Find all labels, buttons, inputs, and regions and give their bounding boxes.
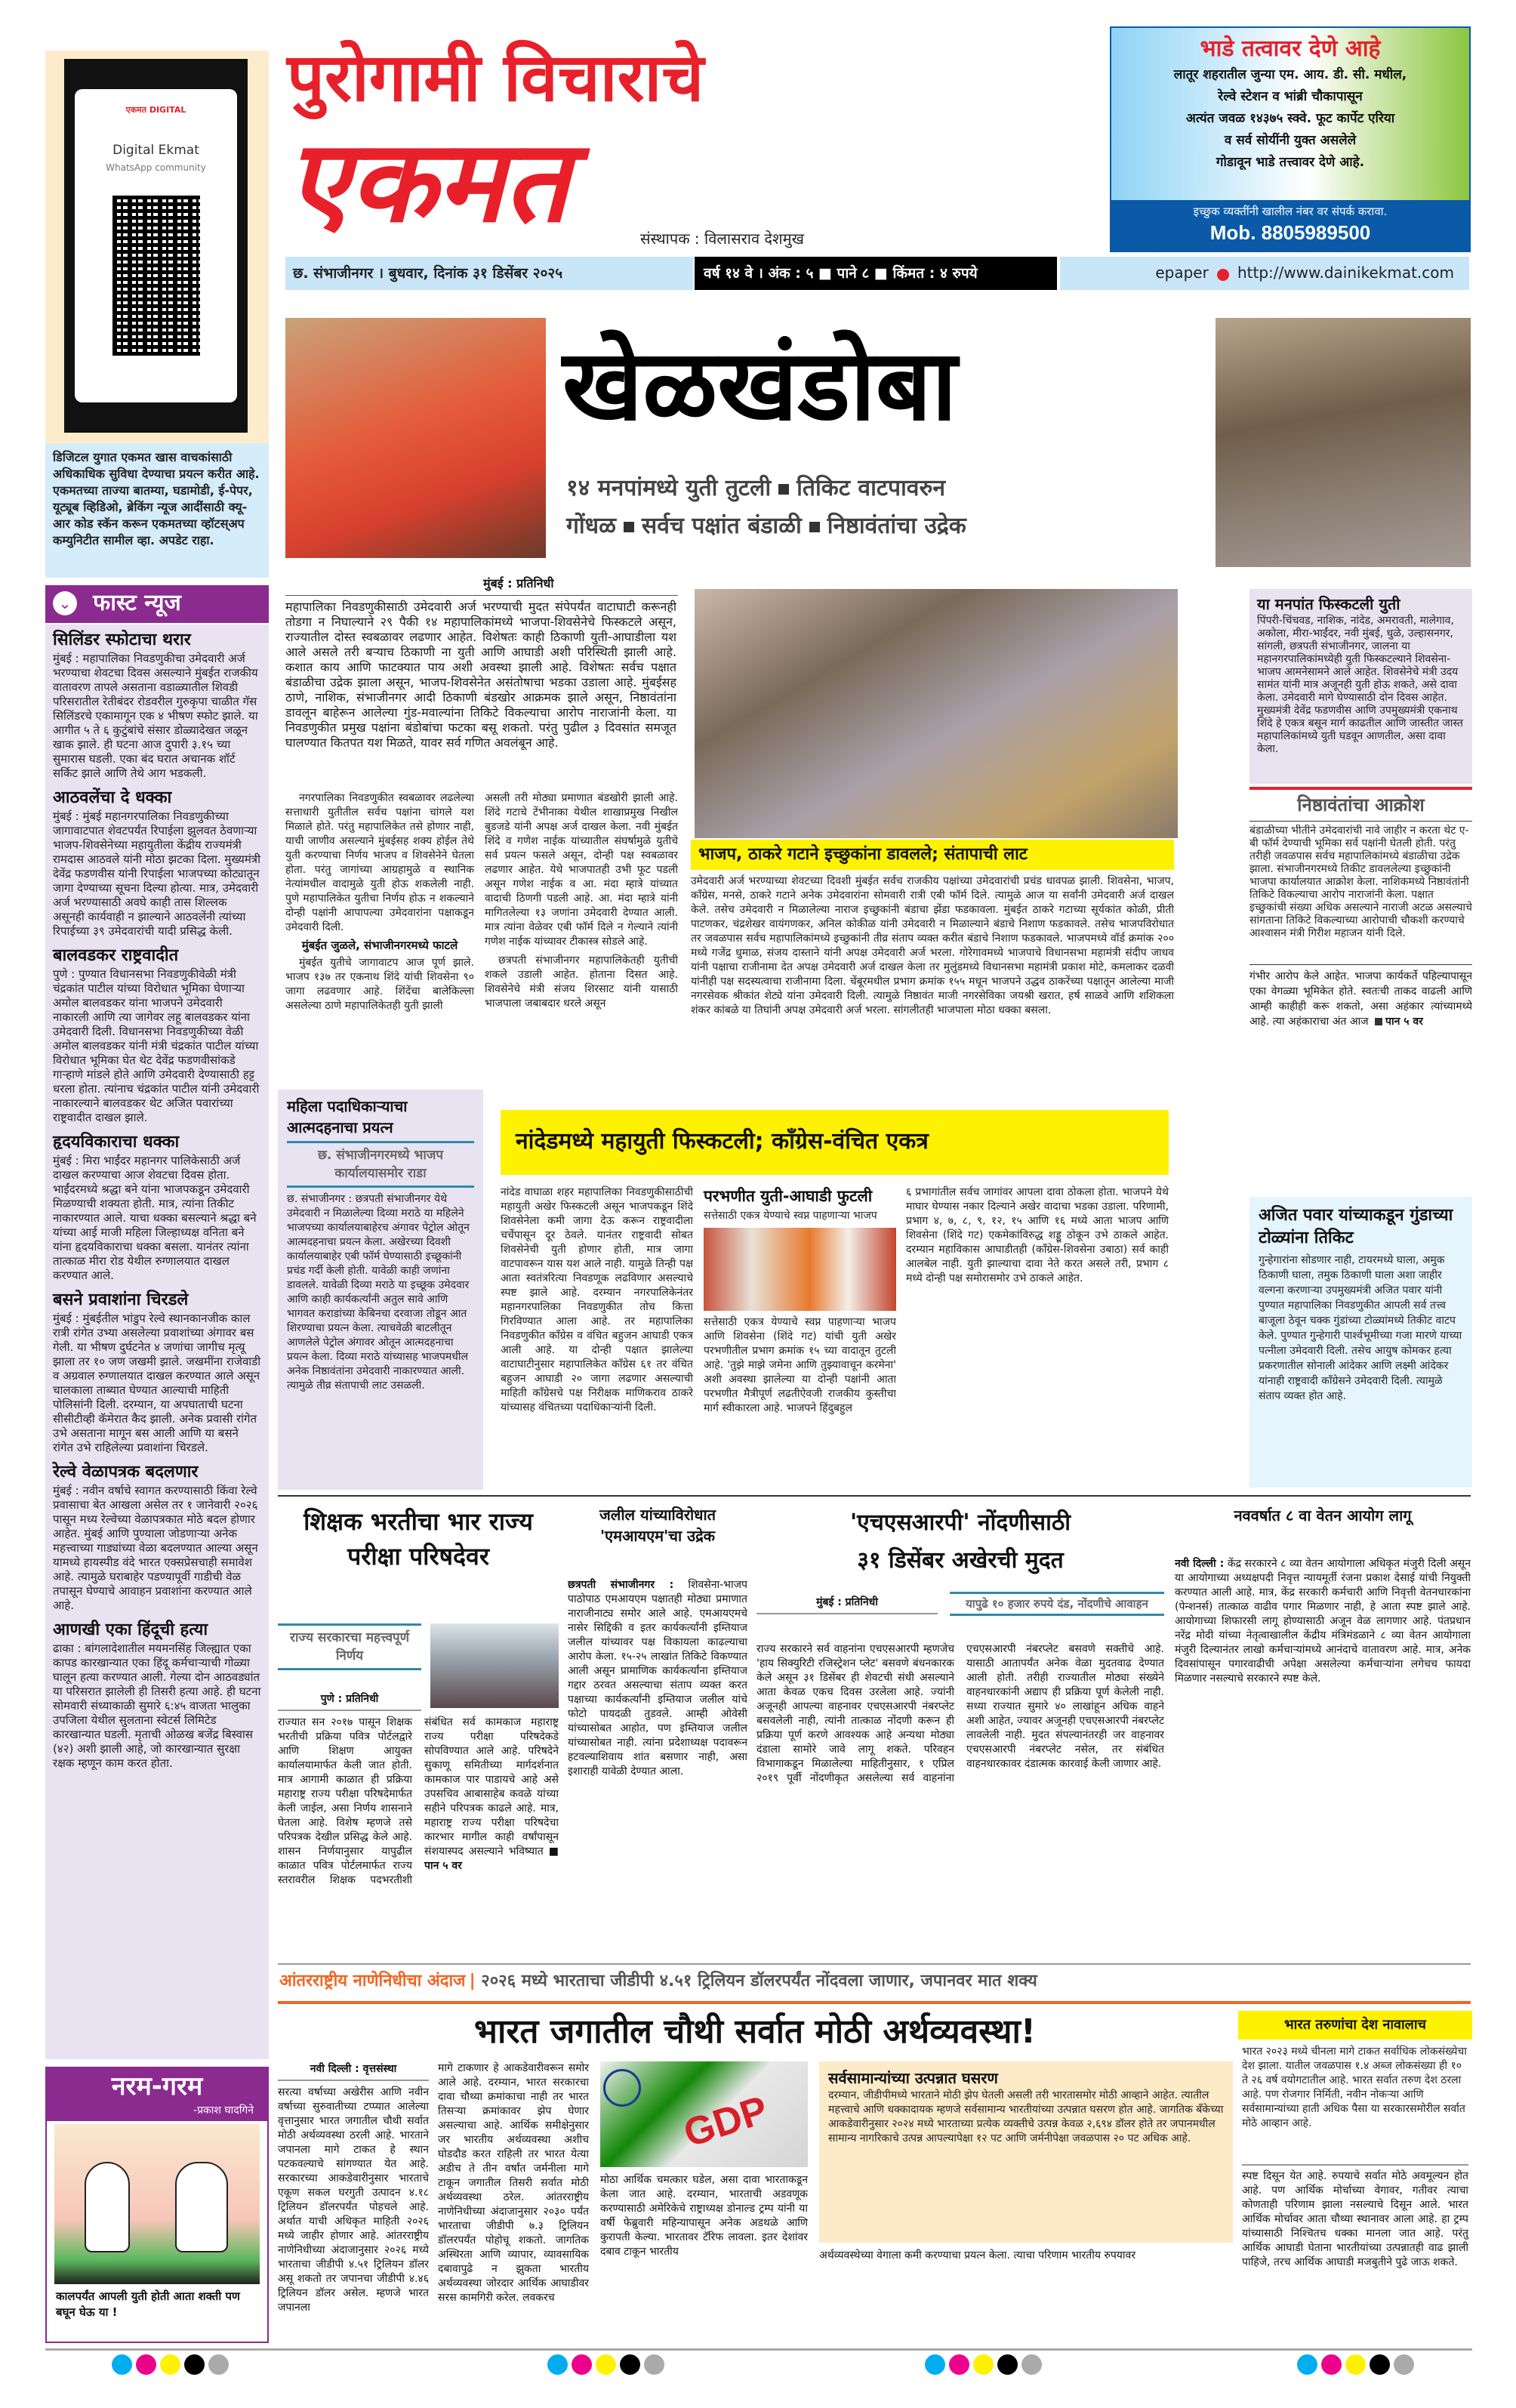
registration-marks (925, 2354, 1046, 2378)
epaper-label: epaper (1155, 264, 1209, 282)
registration-marks (547, 2354, 668, 2378)
jaleel-body: छत्रपती संभाजीनगर : शिवसेना-भाजप पाठोपाठ एमआयएम पक्षातही मोठ्या प्रमाणात नाराजीनाट्य समोर आले आहे. एमआयएमचे नासेर सिद्दिकी व इतर कार्यकर्त्यांनी इम्तियाज जलील यांच्यावर पक्ष विकायला काढल्याचा आरोप केला. १५-२५ लाखांत तिकिटे विकण्यात आली असून प्रामाणिक कार्यकर्त्यांना इम्तियाज गद्दार ठरवत असल्याचा संताप व्यक्त करत पक्षाच्या कार्यकर्त्यांनी इम्तियाज जलील यांचे फोटो पायदळी तुडवले. आम्ही ओवेसी यांच्यासोबत आहोत, पण इम्तियाज जलील यांच्यासोबत नाही. त्यांना प्रदेशाध्यक्ष पदावरून हटवल्याशिवाय शांत बसणार नाही, असा इशाराही यावेळी देण्यात आला. (568, 1579, 747, 1777)
swords-illustration-icon (85, 2162, 130, 2252)
youth-title-box: भारत तरुणांचा देश नावालाच (1238, 2011, 1472, 2040)
registration-dot (1297, 2354, 1317, 2375)
mahila-box: महिला पदाधिकाऱ्याचा आत्मदहनाचा प्रयत्न छ. संभाजीनगरमध्ये भाजप कार्यालयासमोर राडा छ. संभाजीनगर : छत्रपती संभाजीनगर येथे उमेदवारी न मिळालेल्या दिव्या मराठे या महिलेने भाजपच्या कार्यालयाबाहेरच अंगावर पेट्रोल ओतून आत्मदहनाचा प्रयत्न केला. अखेरच्या दिवशी कार्यालयाबाहेर एबी फॉर्म घेण्यासाठी इच्छूकांनी प्रचंड गर्दी केली होती. यावेळी काही जणांना डावलले. यावेळी दिव्या मराठे या इच्छूक उमेदवार आणि काही कार्यकर्त्यांनी अतुल सावे आणि भागवत कराडांच्या केबिनचा दरवाजा तोडून आत शिरण्याचा प्रयत्न केला. त्याचवेळी बाटलीतून आणलेले पेट्रोल अंगावर ओतून आत्मदहनाचा प्रयत्न केला. दिव्या मराठे यांच्यासह भाजपमधील अनेक निष्ठावंतांना उमेदवारी नाकारण्यात आली. त्यामुळे तीव्र संतापाची लाट उसळली. (278, 1090, 483, 1490)
qr-card (64, 59, 248, 433)
divider (285, 595, 678, 596)
gdp-image[interactable] (600, 2061, 808, 2167)
cartoon-caption: कालपर्यंत आपली युती होती आता शक्ती पण बघून घेऊ या ! (56, 2289, 240, 2319)
economy-col: सरत्या वर्षाच्या अखेरीस आणि नवीन वर्षाच्या सुरुवातीच्या टप्प्यात आलेल्या वृत्तानुसार भारत जगातील चौथी सर्वात मोठी अर्थव्यवस्था ठरली आहे. भारताने जपानला मागे टाकत हे स्थान पटकवल्याचे सांगण्यात येत आहे. सरकारच्या आकडेवारीनुसार भारताचे एकूण सकल घरगुती उत्पादन ४.१८ ट्रिलियन डॉलरपर्यंत पोहचले आहे. अर्थात याची अधिकृत माहिती २०२६ मध्ये जाहीर होणार आहे. आंतरराष्ट्रीय नाणेनिधीच्या अंदाजानुसार २०२६ मध्ये भारताचा जीडीपी ४.५१ ट्रिलियन डॉलर असू शकतो तर जपानचा जीडीपी ४.४६ ट्रिलियन डॉलर असेल. म्हणजे भारत जपानला (278, 2086, 429, 2314)
cursor-icon (1217, 269, 1229, 281)
registration-dot (644, 2354, 664, 2375)
divider (1242, 2164, 1468, 2166)
india-flag-chakra-icon (603, 2069, 641, 2107)
income-decline-box: सर्वसामान्यांच्या उत्पन्नात घसरण दरम्यान, जीडीपीमध्ये भारताने मोठी झेप घेतली असली तरी भारतासमोर मोठी आव्हाने आहेत. त्यातील महत्त्वाचे आणि धक्कादायक म्हणजे सर्वसामान्य भारतीयांच्या उत्पन्नात घसरण होत आहे. जागतिक बँकेच्या आकडेवारीनुसार २०२४ मध्ये भारताच्या प्रत्येक व्यक्तीचे उत्पन्न केवळ २,६९४ डॉलर होते तर जपानमधील सामान्य नागरिकाचे उत्पन्न आपल्यापेक्षा १२ पट आणि जर्मनीपेक्षा जवळपास २० पट अधिक आहे. (819, 2061, 1233, 2243)
chevron-down-icon: ⌄ (53, 591, 77, 615)
section-divider (278, 1495, 1471, 1497)
economy-col: स्पष्ट दिसून येत आहे. रुपयाचे सर्वात मोठे अवमूल्यन होत आहे. पण आर्थिक मोर्चाच्या वेगावर, गतीवर त्याचा कोणताही परिणाम झाला नसल्याचे दिसून आले. भारत आर्थिक मोर्चावर आता चौथ्या स्थानावर आला आहे. हा ट्रम्प यांच्यासाठी निश्चितच धक्का मानला जात आहे. परंतु आर्थिक आघाडी घेताना भारतीयांच्या उत्पन्नातही वाढ झाली पाहिजे, तरच आर्थिक आघाडी मजबुतीने पुढे जाऊ शकते. (1242, 2170, 1468, 2268)
swords-illustration-icon (175, 2162, 228, 2252)
ajit-pawar-box: अजित पवार यांच्याकडून गुंडाच्या टोळ्यांना तिकिट गुन्हेगारांना सोडणार नाही, टायरमध्ये घाला, अमुक ठिकाणी घाला, तमुक ठिकाणी घाला अशा जाहीर वल्गना करणाऱ्या उपमुख्यमंत्री अजित पवार यांनी पुण्यात महापालिका निवडणुकीत आपली सर्व तत्त्व बाजूला ठेवून चक्क गुंडांच्या टोळ्यांमध्ये तिकीट वाटप केले. पुण्यात गुन्हेगारी पार्श्वभूमीच्या गजा मारणे याच्या पत्नीला उमेदवारी दिली. तसेच आयुष कोमकर हत्या प्रकरणातील सोनाली आंदेकर आणि लक्ष्मी आंदेकर यांनाही राष्ट्रवादी काँग्रेसने उमेदवारी दिली. त्यामुळे संताप व्यक्त होत आहे. (1249, 1197, 1472, 1488)
registration-dot (1021, 2354, 1042, 2375)
square-bullet-icon (1375, 1018, 1382, 1025)
nanded-banner: नांदेडमध्ये महायुती फिस्कटली; काँग्रेस-वंचित एकत्र (501, 1110, 1169, 1175)
ad-line: लातूर शहरातील जुन्या एम. आय. डी. सी. मधील, (1173, 67, 1407, 82)
lead-intro: महापालिका निवडणुकीसाठी उमेदवारी अर्ज भरण्याची मुदत संपेपर्यंत वाटाघाटी करूनही तोडगा न निघाल्याने २९ पैकी १४ महापालिकांमध्ये भाजपा-शिवसेनेचे फिस्कटले असून, राज्यातील दोस्त स्वबळावर लढणार आहेत. विशेषतः काही ठिकाणी युती-आघाडीला यश आले असले तरी बऱ्याच ठिकाणी ना युती आणि आघाडी अशी परिस्थिती झाली आहे. कशात काय आणि फाटक्यात पाय अशी अवस्था झाली आहे. विशेषतः सर्वच पक्षात बंडाळीचा उद्रेक झाला असून, भाजप-शिवसेनेत असंतोषाचा भडका उडाला आहे. मुंबईसह ठाणे, नाशिक, संभाजीनगर आदी ठिकाणी बंडखोर आक्रमक झाले असून, निष्ठावंतांना डावलून बाहेरून आलेल्या गुंड-मवाल्यांना तिकिटे विकल्याचा आरोप नाराजांनी केला. या निवडणुकीत प्रमुख पक्षांना बंडोबांचा फटका बसू शकतो. परंतु पुढील ३ दिवसांत समजूत घालण्यात कितपत यश मिळते, यावर सर्व गणित अवलंबून आहे. (285, 600, 676, 750)
youth-body: भारत २०२३ मध्ये चीनला मागे टाकत सर्वाधिक लोकसंख्येचा देश झाला. यातील जवळपास १.४ अब्ज लोकसंख्या ही १० ते २६ वर्ष वयोगटातील आहे. भारत सर्वात तरुण देश ठरला आहे. पण रोजगार निर्मिती, नवीन नोकऱ्या आणि सर्वसामान्यांच्या हाती अधिक पैसा या सरकारसमोरील सर्वात मोठे आव्हान आहे. (1242, 2046, 1467, 2129)
ajit-pawar-title: अजित पवार यांच्याकडून गुंडाच्या टोळ्यांना तिकिट (1259, 1206, 1453, 1247)
lead-headline: खेळखंडोबा (562, 328, 957, 442)
lead-photo-crowd[interactable] (1216, 318, 1471, 567)
registration-dot (572, 2354, 592, 2375)
divider (1249, 821, 1472, 822)
ad-contact-note: इच्छुक व्यक्तींनी खालील नंबर वर संपर्क करावा. (1193, 205, 1388, 218)
masthead-logo: एकमत (287, 115, 569, 248)
fast-news-item[interactable]: आणखी एका हिंदूची हत्या ढाका : बांगलादेशातील मयमनसिंह जिल्ह्यात एका कापड कारखान्यात एका हिंदू कर्मचाऱ्याची गोळ्या घालून हत्या करण्यात आली. गेल्या दोन आठवड्यांत या परिसरात झालेली ही तिसरी हत्या आहे. ही घटना सोमवारी संध्याकाळी सुमारे ६:४५ वाजता भालुका उपजिला येथील सुलताना स्वेटर्स लिमिटेड कारखान्यात घडली. मृताची ओळख बजेंद्र बिस्वास (४२) अशी झाली आहे, जो कारखान्यात सुरक्षा रक्षक म्हणून काम करत होता. (53, 1620, 261, 1770)
hsrp-subhead: यापुढे १० हजार रुपये दंड, नोंदणीचे आवाहन (950, 1592, 1164, 1616)
registration-marks (112, 2354, 233, 2378)
ad-line: व सर्व सोयींनी युक्त असलेले (1224, 133, 1357, 148)
parbhani-body: सत्तेसाठी एकत्र येण्याचे स्वप्न पाहणाऱ्या भाजप आणि शिवसेना (शिंदे गट) यांची युती अखेर परभणीतील प्रभाग क्रमांक १५ च्या वादातून तुटली आहे. 'तुझे माझे जमेना आणि तुझ्यावाचून करमेना' अशी अवस्था झालेल्या या दोन्ही पक्षांनी आता परभणीत मैत्रीपूर्ण लढतीऐवजी राजकीय कुस्तीचा मार्ग स्वीकारला आहे. भाजपने हिंदुबहुल (704, 1316, 896, 1414)
lead-column: असली तरी मोठ्या प्रमाणात बंडखोरी झाली आहे. शिंदे गटाचे टेंभीनाका येथील शाखाप्रमुख निखील बुडजडे यांनी अपक्ष अर्ज दाखल केला. नवी मुंबईत शिंदे व गणेश नाईक यांच्यातील संघर्षामुळे युतीचे सर्व प्रयत्न फसले असून, दोन्ही पक्ष स्वबळावर लढणार आहेत. येथे भाजपातही उभी फूट पडली असून गणेश नाईक व आ. मंदा म्हात्रे यांच्यात वादाची ठिणगी पडली आहे. आ. मंदा म्हात्रे यांनी मागितलेल्या १३ जणांना उमेदवारी देण्यात आली. मात्र त्यांना वेळेवर एबी फॉर्म दिले न गेल्याने त्यांनी गणेश नाईक यांच्यावर टीकास्त्र सोडले आहे. छत्रपती संभाजीनगर महापालिकेतही युतीची शकले उडाली आहेत. होताना दिसत आहे. शिवसेनेचे मंत्री संजय शिरसाट यांनी यासाठी भाजपाला जबाबदार धरले असून (485, 792, 678, 1010)
red-divider (1249, 787, 1472, 790)
fiskatli-box: या मनपांत फिस्कटली युती पिंपरी-चिंचवड, नाशिक, नांदेड, अमरावती, मालेगाव, अकोला, मीरा-भाईंदर, नवी मुंबई, धुळे, उल्हासनगर, सांगली, छत्रपती संभाजीनगर, जालना या महानगरपालिकांमध्येही युती फिस्कटल्याने शिवसेना-भाजप आमनेसामने आले आहेत. शिवसेनेचे मंत्री उदय सामंत यांनी मात्र अजूनही युती होऊ शकते, असे दावा केला. उमेदवारी मागे घेण्यासाठी दोन दिवस आहेत. मुख्यमंत्री देवेंद्र फडणवीस आणि उपमुख्यमंत्री एकनाथ शिंदे हे एकत्र बसून मार्ग काढतील आणि जास्तीत जास्त महापालिकांमध्ये युती घडवून आणतील, असा दावा केला. (1249, 589, 1472, 784)
registration-dot (112, 2354, 132, 2375)
registration-dot (1345, 2354, 1366, 2375)
aakrosh-body: बंडाळीच्या भीतीने उमेदवारांची नावे जाहीर न करता थेट ए-बी फॉर्म देण्याची भूमिका सर्व पक्षांनी घेतली होती. परंतु तरीही जवळपास सर्वच महापालिकांमध्ये बंडाळीचा उद्रेक झाला. संभाजीनगरमध्ये तिकीट डावललेल्या इच्छुकांनी भाजपा कार्यालयात आक्रोश केला. नाशिकमध्ये निष्ठावंतांनी तिकिटे विकल्याचा आरोप नाराजांनी केला. पक्षात इच्छुकांची संख्या अधिक असल्याने नाराजी अटळ असल्याचे सांगताना तिकिटे विकल्याच्या आरोपाची चौकशी करण्याचे आश्वासन मंत्री गिरीश महाजन यांनी दिले. (1249, 825, 1472, 939)
masthead-tagline: पुरोगामी विचाराचे (287, 38, 704, 116)
square-bullet-icon (809, 522, 820, 532)
registration-marks (1297, 2354, 1418, 2378)
fast-news-item[interactable]: बालवडकर राष्ट्रवादीत पुणे : पुण्यात विधानसभा निवडणुकीवेळी मंत्री चंद्रकांत पाटील यांच्या विरोधात भूमिका घेणाऱ्या अमोल बालवडकर यांना भाजपने उमेदवारी नाकारली आणि त्या जागेवर लहू बालवडकर यांना उमेदवारी दिली. विधानसभा निवडणुकीच्या वेळी अमोल बालवडकर यांनी मंत्री चंद्रकांत पाटील यांच्या विरोधात भूमिका घेत थेट देवेंद्र फडणवीसांकडे गाऱ्हाणे मांडले होते आणि उमेदवारी देण्यासाठी हट्ट धरला होता. त्यांनाच चंद्रकांत पाटील यांनी उमेदवारी नाकारल्याने बालवडकर थेट अजित पवारांच्या राष्ट्रवादीत दाखल झाले. (53, 946, 260, 1124)
economy-col: अर्थव्यवस्थेच्या वेगाला कमी करण्याचा प्रयत्न केला. त्याचा परिणाम भारतीय रुपयावर (819, 2249, 1136, 2262)
fast-news-item[interactable]: सिलिंडर स्फोटाचा थरार मुंबई : महापालिका निवडणुकीचा उमेदवारी अर्ज भरण्याचा शेवटचा दिवस असल्याने मुंबईत राजकीय वातावरण तापले असताना वडाळ्यातील शिवडी परिसरातील रेतीबंदर रोडवरील गुरुकृपा चाळीत गॅस सिलिंडरचे एकामागून एक ४ भीषण स्फोट झाले. या आगीत ५ ते ६ कुटुंबांचे संसार डोळ्यादेखत जळून खाक झाले. ही घटना आज दुपारी ३.१५ च्या सुमारास घडली. एका बंद घरात अचानक शॉर्ट सर्किट झाले आणि तेथे आग भडकली. (53, 631, 258, 780)
fast-news-list (45, 624, 269, 2059)
cartoon-image[interactable] (54, 2124, 260, 2284)
jump-link[interactable]: पान ५ वर (1372, 1016, 1423, 1028)
parbhani-press-photo[interactable] (704, 1228, 896, 1311)
registration-dot (949, 2354, 969, 2375)
registration-dot (1394, 2354, 1414, 2375)
dateline: छ. संभाजीनगर । बुधवार, दिनांक ३१ डिसेंबर २०२५ (293, 265, 563, 282)
orange-rule (278, 2001, 1471, 2004)
registration-dot (547, 2354, 568, 2375)
ad-line: रेल्वे स्टेशन व भांब्री चौकापासून (1218, 89, 1363, 104)
registration-dot (160, 2354, 180, 2375)
hsrp-headline: 'एचएसआरपी' नोंदणीसाठी ३१ डिसेंबर अखेरची मुदत (849, 1509, 1071, 1574)
fast-news-item[interactable]: आठवलेंचा दे धक्का मुंबई : मुंबई महानगरपालिका निवडणुकीच्या जागावाटपात शेवटपर्यंत रिपाईला झुलवत ठेवणाऱ्या भाजप-शिवसेनेच्या महायुतीला केंद्रीय राज्यमंत्री रामदास आठवले यांनी मोठा झटका दिला. मुख्यमंत्री देवेंद्र फडणवीस यांनी रिपाईला भाजपच्या कोट्यातून जागा देण्याच्या सूचना दिल्या होत्या. मात्र, उमेदवारी अर्ज भरण्यासाठी अवघे काही तास शिल्लक असूनही कार्यवाही न झाल्याने आठवलेंनी त्यांच्या रिपाईच्या ३९ उमेदवारांची यादी प्रसिद्ध केली. (53, 788, 260, 938)
aakrosh-title: निष्ठावंतांचा आक्रोश (1297, 794, 1425, 816)
income-decline-title: सर्वसामान्यांच्या उत्पन्नात घसरण (828, 2069, 998, 2087)
fiskatli-title: या मनपांत फिस्कटली युती (1257, 595, 1400, 613)
registration-dot (184, 2354, 205, 2375)
page-bottom-rule (45, 2348, 1472, 2351)
lead-column-subhead: मुंबईत जुळले, संभाजीनगरमध्ये फाटले (301, 939, 458, 952)
parbhani-kicker: सत्तेसाठी एकत्र येण्याचे स्वप्न पाहणाऱ्या भाजप (704, 1210, 877, 1222)
mahila-title: महिला पदाधिकाऱ्याचा आत्मदहनाचा प्रयत्न (287, 1096, 474, 1143)
imf-strip: आंतरराष्ट्रीय नाणेनिधीचा अंदाज | २०२६ मध्ये भारताचा जीडीपी ४.५१ ट्रिलियन डॉलरपर्यंत नोंदवला जाणार, जपानवर मात शक्य (279, 1972, 1037, 1990)
square-bullet-icon (778, 484, 789, 495)
cartoon-header: नरम-गरम (111, 2071, 203, 2101)
vetan-body: नवी दिल्ली : केंद्र सरकारने ८ व्या वेतन आयोगाला अधिकृत मंजुरी दिली असून या आयोगाच्या अध्यक्षपदी निवृत्त न्यायमूर्ती रंजना प्रकाश देसाई यांची नियुक्ती करण्यात आली आहे. मात्र, केंद्र सरकारी कर्मचारी आणि निवृत्ती वेतनधारकांना (पेन्शनर्स) तात्काळ वाढीव पगार मिळणार नाही, हे आता स्पष्ट झाले आहे. आयोगाच्या शिफारसी लागू होण्यासाठी अजून वेळ लागणार आहे. पंतप्रधान नरेंद्र मोदी यांच्या नेतृत्वाखालील केंद्रीय मंत्रिमंडळाने ८ व्या वेतन आयोगाला मंजुरी दिल्यानंतर लाखो कर्मचाऱ्यांमध्ये आनंदाचे वातावरण आहे. मात्र, अनेक दिवसांपासून पगारवाढीची अपेक्षा असलेल्या कर्मचाऱ्यांना लगेचच फायदा मिळणार नसल्याचे सरकारने स्पष्ट केले. (1175, 1558, 1471, 1685)
ad-line: गोडावून भाडे तत्त्वावर देणे आहे. (1216, 155, 1365, 170)
ad-line: अत्यंत जवळ १४३७५ स्क्वे. फूट कार्पेट एरिया (1185, 111, 1395, 126)
economy-col: मागे टाकणार हे आकडेवारीवरून समोर आले आहे. दरम्यान, भारत सरकारचा दावा चौथ्या क्रमांकाचा नाही तर भारत तिसऱ्या क्रमांकावर झेप घेणार असल्याचा आहे. आर्थिक समीक्षेनुसार जर भारतीय अर्थव्यवस्था अशीच घोडदौड करत राहिली तर भारत येत्या अडीच ते तीन वर्षांत जर्मनीला मागे टाकून जगातील तिसरी सर्वात मोठी अर्थव्यवस्था ठरेल. आंतरराष्ट्रीय नाणेनिधीच्या अंदाजानुसार २०३० पर्यंत भारताचा जीडीपी ७.३ ट्रिलियन डॉलरपर्यंत पोहोचू शकतो. जागतिक अस्थिरता आणि व्यापार, व्यावसायिक दबावापुढे न झुकता भारतीय अर्थव्यवस्था जोरदार आर्थिक आघाडीवर सरस कामगिरी करेल. लवकरच (438, 2062, 589, 2304)
rental-ad (1110, 26, 1471, 252)
shikshak-subhead: राज्य सरकारचा महत्त्वपूर्ण निर्णय (278, 1623, 421, 1670)
parbhani-body-2: ६ प्रभागांतील सर्वच जागांवर आपला दावा ठोकला होता. भाजपने येथे माघार घेण्यास नकार दिल्याने अखेर वादाचा भडका उडाला. परिणामी, प्रभाग ४, ७, ८, ९, १२, १५ आणि १६ मध्ये आता भाजप आणि शिवसेना (शिंदे गट) एकमेकांविरुद्ध शड्डू ठोकून उभे ठाकले आहेत. दरम्यान महाविकास आघाडीतही (काँग्रेस-शिवसेना उबाठा) सर्व काही आलबेल नाही. युती झाल्याचा दावा नेते करत असले तरी, प्रभाग ८ मध्ये दोन्ही पक्ष समोरासमोर उभे ठाकले आहेत. (906, 1186, 1169, 1284)
registration-dot (208, 2354, 229, 2375)
parbhani-title: परभणीत युती-आघाडी फुटली (704, 1187, 873, 1205)
ad-title: भाडे तत्वावर देणे आहे (1200, 35, 1381, 62)
registration-dot (997, 2354, 1018, 2375)
epaper-url[interactable]: http://www.dainikekmat.com (1237, 264, 1454, 282)
economy-headline: भारत जगातील चौथी सर्वात मोठी अर्थव्यवस्था! (474, 2012, 1036, 2051)
founder-credit: संस्थापक : विलासराव देशमुख (640, 230, 804, 248)
hsrp-body: राज्य सरकारने सर्व वाहनांना एचएसआरपी म्हणजेच 'हाय सिक्युरिटी रजिस्ट्रेशन प्लेट' बसवणे बंधनकारक केले असून ३१ डिसेंबर ही शेवटची संधी असल्याने आता केवळ एकच दिवस उरलेला आहे. ज्यांनी अजूनही आपल्या वाहनावर एचएसआरपी नंबरप्लेट बसवलेली नाही, त्यांनी तात्काळ नोंदणी करून ही प्रक्रिया पूर्ण करणे आवश्यक आहे अन्यथा मोठ्या दंडाला सामोरे जावे लागू शकते. परिवहन विभागाकडून मिळालेल्या माहितीनुसार, १ एप्रिल २०१९ पूर्वी नोंदणीकृत असलेल्या सर्व वाहनांना एचएसआरपी नंबरप्लेट बसवणे सक्तीचे आहे. यासाठी आतापर्यंत अनेक वेळा मुदतवाढ देण्यात आली होती. तरीही राज्यातील मोठ्या संख्येने वाहनधारकांनी अद्याप ही प्रक्रिया पूर्ण केलेली नाही. सध्या राज्यात सुमारे ४० लाखांहून अधिक वाहने अशी आहेत, ज्यावर अजूनही एचएसआरपी नंबरप्लेट लावलेली नाही. मुदत संपल्यानंतरही जर वाहनावर एचएसआरपी नंबरप्लेट नसेल, तर संबंधित वाहनधारकावर दंडात्मक कारवाई केली जाणार आहे. (756, 1643, 1164, 1784)
fast-news-item[interactable]: रेल्वे वेळापत्रक बदलणार मुंबई : नवीन वर्षाचे स्वागत करण्यासाठी किंवा रेल्वे प्रवासाचा बेत आखला असेल तर १ जानेवारी २०२६ पासून मध्य रेल्वेच्या वेळापत्रकात मोठे बदल होणार आहेत. मुंबई आणि पुण्याला जोडणाऱ्या अनेक महत्त्वाच्या गाड्यांच्या वेळा बदलण्यात आल्या असून यामध्ये हायस्पीड वंदे भारत एक्सप्रेसचाही समावेश आहे. त्यामुळे घराबाहेर पडण्यापूर्वी गाडीची वेळ तपासून घेण्याचे आवाहन प्रवाशांना करण्यात आले आहे. (53, 1463, 258, 1612)
fast-news-item[interactable]: बसने प्रवाशांना चिरडले मुंबई : मुंबईतील भांडुप रेल्वे स्थानकानजीक काल रात्री रांगेत उभ्या असलेल्या प्रवाशांच्या अंगावर बस गेली. या भीषण दुर्घटनेत ४ जणांचा जागीच मृत्यू झाला तर १० जण जखमी झाले. जखमींना राजेवाडी व अग्रवाल रुग्णालयात दाखल करण्यात आले असून चालकाला ताब्यात घेण्यात आल्याची माहिती पोलिसांनी दिली. दरम्यान, या अपघाताची घटना सीसीटीव्ही कॅमेरात कैद झाली. अनेक प्रवासी रांगेत उभे असताना मागून बस आली आणि या बसने रांगेत उभे राहिलेल्या प्रवाशांना चिरडले. (53, 1290, 261, 1454)
lead-photo-woman[interactable] (285, 318, 546, 558)
exam-hall-photo[interactable] (430, 1623, 559, 1708)
registration-dot (620, 2354, 640, 2375)
registration-dot (1321, 2354, 1342, 2375)
hsrp-byline: मुंबई : प्रतिनिधी (756, 1595, 938, 1614)
photo-caption-title: भाजप, ठाकरे गटाने इच्छुकांना डावलले; संतापाची लाट (691, 840, 1174, 870)
registration-dot (925, 2354, 945, 2375)
divider (1249, 964, 1472, 965)
cartoon-artist: -प्रकाश घादगिने (193, 2104, 254, 2117)
issue-info: वर्ष १४ वे । अंक : ५ ■ पाने ८ ■ किंमत : ४ रुपये (704, 265, 978, 282)
photo-caption-body: उमेदवारी अर्ज भरण्याच्या शेवटच्या दिवशी मुंबईत सर्वच राजकीय पक्षांच्या उमेदवारांची प्रचंड धावपळ झाली. शिवसेना, भाजप, काँग्रेस, मनसे, ठाकरे गटाने अनेक उमेदवारांना सोमवारी रात्री एबी फॉर्म दिले. त्यामुळे आज या सर्वांनी उमेदवारी अर्ज दाखल केले. तसेच उमेदवारी न मिळालेल्या नाराज इच्छुकांनी बंडाचा झेंडा फडकावला. मुंबईत ठाकरे गटाच्या सूर्यकांत कोळी, प्रीती पाटणकर, चंद्रशेखर वायंगणकर, अनिल कोकीळ यांनी उमेदवारी न मिळाल्याने बंडाचे निशाण फडकावले. तसेच भाजपविरोधात तर जवळपास सर्वच महापालिकांमध्ये इच्छुकांनी तीव्र संताप व्यक्त करीत बंडाचे निशाण फडकावले. भाजपमध्ये वॉर्ड क्रमांक २०० मध्ये गजेंद्र धुमाळ, संजय दास्ताने यांनी अपक्ष उमेदवारी अर्ज भरला. गोरेगावमध्ये भाजपाचे विधानसभा महामंत्री संदीप जाधव यांनी पक्षाचा राजीनामा देत अपक्ष उमेदवारी अर्ज दाखल केला तर मुलुंडमध्ये विधानसभा महामंत्री प्रकाश मोटे, कमलाकर दळवी यांनीही पक्ष सदस्यत्वाचा राजीनामा दिला. चेंबूरमधील प्रभाग क्रमांक १५५ मधून भाजपने उद्धव ठाकरेंच्या पक्षातून आलेल्या माजी नगरसेवक श्रीकांत शेट्ये यांना उमेदवारी दिली. त्यामुळे निष्ठावंत माजी नगरसेविका जयश्री खरात, हर्ष साळवे आणि शशिकला शंकर कांबळे या तिघांनी अपक्ष उमेदवारी अर्ज भरला. सांगलीतही भाजपाला मोठा धक्का बसला. (691, 875, 1174, 1016)
scuffle-photo[interactable] (695, 589, 1178, 838)
epaper-bar[interactable] (1060, 257, 1469, 290)
aakrosh-continuation: गंभीर आरोप केले आहेत. भाजपा कार्यकर्ते पहिल्यापासून एका वेगळ्या भूमिकेत होते. स्वतःची ताकद वाढली आणि आम्ही काहीही करू शकतो, असा अहंकार त्यांच्यामध्ये आहे. त्या अहंकाराचा अंत आज पान ५ वर (1249, 970, 1472, 1028)
nanded-body: नांदेड वाघाळा शहर महापालिका निवडणुकीसाठीची महायुती अखेर फिस्कटली असून भाजपकडून शिंदे शिवसेनेला कमी जागा देऊ करून राष्ट्रवादीला चर्चेपासून दूर ठेवले. यानंतर राष्ट्रवादी सोबत शिवसेनेची युती होणार होती, मात्र जागा वाटपावरून यास यश आले नाही. यामुळे तिन्ही पक्ष आता स्वतंत्ररित्या निवडणूक लढविणार असल्याचे स्पष्ट झाले आहे. दरम्यान नगरपालिकेनंतर महानगरपालिका निवडणुकीत तोच कित्ता गिरविण्यात आला आहे. तर महापालिका निवडणुकीत काँग्रेस व वंचित बहुजन आघाडी एकत्र आली आहे. या दोन्ही पक्षात झालेल्या वाटाघाटीनुसार महापालिकेत काँग्रेस ६१ तर वंचित बहुजन आघाडी २० जागा लढणार असल्याची माहिती काँग्रेसचे पक्ष निरीक्षक माणिकराव ठाकरे यांच्यासह वंचितच्या पदाधिकाऱ्यांनी दिली. (501, 1186, 693, 1414)
imf-text: २०२६ मध्ये भारताचा जीडीपी ४.५१ ट्रिलियन डॉलरपर्यंत नोंदवला जाणार, जपानवर मात शक्य (481, 1972, 1037, 1990)
economy-col: मोठा आर्थिक चमत्कार घडेल, असा दावा भारताकडून केला जात आहे. दरम्यान, भारताची अडवणूक करण्यासाठी अमेरिकेचे राष्ट्राध्यक्ष डोनाल्ड ट्रम्प यांनी या वर्षी फेब्रुवारी महिन्यापासून अनेक अडथळे आणि कुरापती केल्या. भारतावर टॅरिफ लावला. इतर देशांवर दबाव टाकून भारतीय (600, 2174, 808, 2258)
issue-info-bar (695, 257, 1057, 290)
economy-byline: नवी दिल्ली : वृत्तसंस्था (278, 2061, 429, 2081)
dateline-bar (285, 257, 693, 290)
registration-dot (1370, 2354, 1390, 2375)
imf-label: आंतरराष्ट्रीय नाणेनिधीचा अंदाज (279, 1972, 466, 1990)
qr-code-icon[interactable] (112, 196, 200, 356)
lead-column: नगरपालिका निवडणुकीत स्वबळावर लढलेल्या सत्ताधारी युतीतील सर्वच पक्षांना चांगले यश मिळाले होते. परंतु महापालिकेत तसे होणार नाही, याची जाणीव असल्याने मुंबईसह शक्य होईल तेथे युती करण्याचा निर्णय भाजप व शिवसेनेने घेतला होता. परंतु जागांच्या आग्रहामुळे व स्थानिक नेत्यांमधील वादामुळे युती होऊ शकलेली नाही. पुणे महापालिकेत युतीचा निर्णय होऊ न शकल्याने दोन्ही पक्षांनी आपापल्या उमेदवारांना पक्षाकडून उमेदवारी दिली. मुंबईत जुळले, संभाजीनगरमध्ये फाटले मुंबईत युतीचे जागावाटप आज पूर्ण झाले. भाजप १३७ तर एकनाथ शिंदे यांची शिवसेना ९० जागा लढवणार आहे. शिंदेंचा बालेकिल्ला असलेल्या ठाणे महापालिकेतही युती झाली (285, 792, 474, 1012)
lead-byline: मुंबई : प्रतिनिधी (483, 576, 554, 590)
jaleel-headline: जलील यांच्याविरोधात 'एमआयएम'चा उद्रेक (599, 1506, 716, 1545)
registration-dot (136, 2354, 156, 2375)
lead-subhead: १४ मनपांमध्ये युती तुटली तिकिट वाटपावरुन गोंधळ सर्वच पक्षांत बंडाळी निष्ठावंतांचा उद्रेक (566, 475, 966, 539)
section-divider (278, 1963, 1471, 1965)
cartoon-box (45, 2067, 269, 2343)
gdp-label: GDP (678, 2088, 773, 2156)
shikshak-body: राज्यात सन २०१७ पासून शिक्षक भरतीची प्रक्रिया पवित्र पोर्टलद्वारे आणि शिक्षण आयुक्त कार्यालयामार्फत केली जात होती. मात्र आगामी काळात ही प्रक्रिया महाराष्ट्र राज्य परीक्षा परिषदेमार्फत केली जाईल, असा निर्णय शासनाने घेतला आहे. विशेष म्हणजे तसे परिपत्रक देखील प्रसिद्ध केले आहे. शासन निर्णयानुसार यापुढील काळात पवित्र पोर्टलमार्फत राज्य स्तरावरील शिक्षक पदभरतीशी संबंधित सर्व कामकाज महाराष्ट्र राज्य परीक्षा परिषदेकडे सोपविण्यात आले आहे. परिषदेने सुकाणू समितीच्या मार्गदर्शनात कामकाज पार पाडायचे आहे असे उपसचिव आबासाहेब कवळे यांच्या सहीने परिपत्रक काढले आहे. मात्र, महाराष्ट्र राज्य परीक्षा परिषदेचा कारभार मागील काही वर्षांपासून संशयास्पद असल्याने भविष्यात ■ पान ५ वर (278, 1716, 559, 1886)
mahila-subtitle: छ. संभाजीनगरमध्ये भाजप कार्यालयासमोर राडा (287, 1143, 474, 1188)
qr-subtitle: WhatsApp community (106, 162, 206, 173)
fast-news-item[interactable]: हृदयविकाराचा धक्का मुंबई : मिरा भाईंदर महानगर पालिकेसाठी अर्ज दाखल करण्याचा आज शेवटचा दिवस होता. भाईंदरमध्ये श्रद्धा बने यांना भाजपकडून उमेदवारी मिळण्याची शक्यता होती. मात्र, त्यांना तिकीट नाकारण्यात आले. याचा धक्का बसल्याने श्रद्धा बने यांच्या आई माजी महिला जिल्हाध्यक्ष वनिता बने यांना हृदयविकाराचा धक्का बसला. यानंतर त्यांना तात्काळ मीरा रोड येथील रुग्णालयात दाखल करण्यात आले. (53, 1133, 257, 1282)
shikshak-byline: पुणे : प्रतिनिधी (278, 1691, 421, 1711)
ad-mobile[interactable]: Mob. 8805989500 (1209, 221, 1371, 244)
jump-link[interactable]: ■ पान ५ वर (424, 1845, 559, 1872)
vetan-headline: नववर्षात ८ वा वेतन आयोग लागू (1234, 1506, 1412, 1525)
ekmat-digital-logo: एकमत DIGITAL (125, 105, 186, 115)
fast-news-header: ⌄ फास्ट न्यूज (45, 585, 269, 623)
registration-dot (973, 2354, 994, 2375)
qr-title: Digital Ekmat (112, 143, 199, 158)
square-bullet-icon (624, 522, 634, 532)
registration-dot (596, 2354, 616, 2375)
qr-promo-text: डिजिटल युगात एकमत खास वाचकांसाठी अधिकाधिक सुविधा देण्याचा प्रयत्न करीत आहे. एकमतच्या ताज्या बातम्या, घडामोडी, ई-पेपर, यूट्यूब व्हिडिओ, ब्रेकिंग न्यूज आदींसाठी क्यू-आर कोड स्कॅन करून एकमतच्या व्हॉटस्अप कम्युनिटीत सामील व्हा. अपडेट राहा. (45, 443, 269, 578)
shikshak-headline: शिक्षक भरतीचा भार राज्य परीक्षा परिषदेवर (304, 1507, 533, 1571)
